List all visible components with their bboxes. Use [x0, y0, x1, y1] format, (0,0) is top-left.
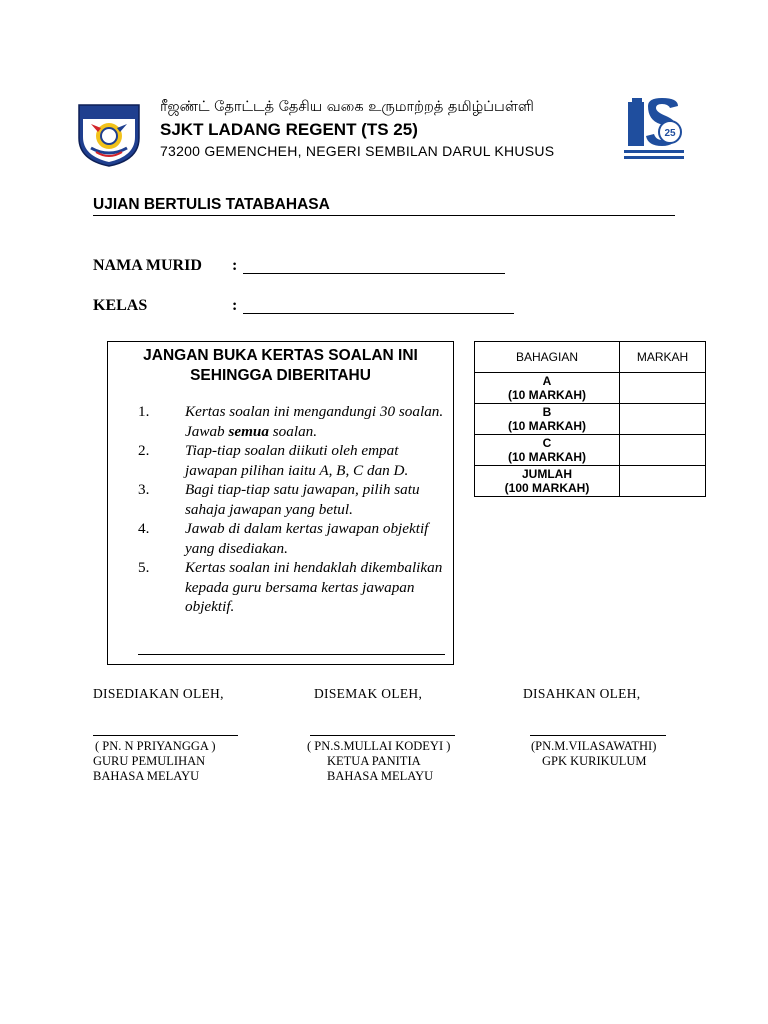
prepared-by-title: DISEDIAKAN OLEH, [93, 686, 224, 701]
part-cell [475, 373, 620, 404]
school-name-tamil: ரீஜண்ட் தோட்டத் தேசிய வகை உருமாற்றத் தமிழ்ப்பள்ளி [160, 99, 534, 115]
marks-table-header [475, 342, 706, 373]
instructions-heading: JANGAN BUKA KERTAS SOALAN INI SEHINGGA DIBERITAHU [143, 347, 418, 384]
school-name: SJKT LADANG REGENT (TS 25) [160, 120, 418, 139]
checked-by-name: ( PN.S.MULLAI KODEYI ) [307, 739, 451, 753]
prepared-by-name: ( PN. N PRIYANGGA ) [95, 739, 216, 753]
part-max-marks: (10 MARKAH) [508, 419, 586, 433]
marks-table [474, 341, 706, 497]
ts25-logo [622, 96, 686, 162]
test-title: UJIAN BERTULIS TATABAHASA [93, 196, 330, 213]
total-label: JUMLAH [522, 467, 572, 481]
instructions-bottom-line [138, 654, 445, 655]
instruction-item [138, 558, 448, 617]
title-underline [93, 215, 675, 216]
column-header-marks: MARKAH [620, 342, 706, 373]
part-name: B [542, 405, 552, 419]
table-row [475, 404, 706, 435]
instruction-emphasis: semua [228, 422, 269, 440]
instruction-item [138, 441, 448, 480]
student-name-colon: : [232, 257, 238, 274]
instruction-number: 4. [138, 520, 150, 537]
class-colon: : [232, 297, 238, 314]
instruction-text-end: soalan. [268, 422, 318, 440]
prepared-by-subject: BAHASA MELAYU [93, 769, 200, 783]
part-max-marks: (10 MARKAH) [508, 450, 586, 464]
approved-by-signature-line [530, 735, 666, 736]
instruction-text: Kertas soalan ini mengandungi 30 soalan. Jawab [185, 403, 444, 440]
checked-by-title: DISEMAK OLEH, [314, 686, 423, 701]
part-max-marks: (10 MARKAH) [508, 388, 586, 402]
table-row [475, 435, 706, 466]
total-marks-cell[interactable] [620, 466, 706, 497]
prepared-by-role: GURU PEMULIHAN [93, 754, 206, 768]
column-header-part: BAHAGIAN [475, 342, 620, 373]
instructions-list [138, 402, 448, 617]
instruction-item [138, 519, 448, 558]
instruction-number: 2. [138, 442, 150, 459]
instruction-text: Kertas soalan ini hendaklah dikembalikan kepada guru bersama kertas jawapan objektif. [185, 559, 443, 615]
part-cell [475, 435, 620, 466]
instruction-item [138, 480, 448, 519]
table-row [475, 466, 706, 497]
marks-cell[interactable] [620, 404, 706, 435]
part-cell [475, 404, 620, 435]
instruction-text: Tiap-tiap soalan diikuti oleh empat jawapan pilihan iaitu A, B, C dan D. [185, 442, 409, 479]
part-name: A [542, 374, 552, 388]
school-address: 73200 GEMENCHEH, NEGERI SEMBILAN DARUL KHUSUS [160, 143, 555, 159]
prepared-by-signature-line [93, 735, 238, 736]
class-label: KELAS [93, 297, 148, 314]
instruction-text: Bagi tiap-tiap satu jawapan, pilih satu sahaja jawapan yang betul. [185, 481, 420, 518]
marks-cell[interactable] [620, 435, 706, 466]
approved-by-role: GPK KURIKULUM [542, 754, 647, 768]
table-row [475, 373, 706, 404]
ts25-logo-text: 25 [664, 128, 676, 139]
total-cell [475, 466, 620, 497]
approved-by-title: DISAHKAN OLEH, [523, 686, 641, 701]
checked-by-signature-line [310, 735, 455, 736]
checked-by-subject: BAHASA MELAYU [327, 769, 434, 783]
instruction-item [138, 402, 448, 441]
school-crest-logo [76, 102, 142, 168]
student-name-label: NAMA MURID [93, 257, 202, 274]
instruction-number: 5. [138, 559, 150, 576]
marks-cell[interactable] [620, 373, 706, 404]
checked-by-role: KETUA PANITIA [327, 754, 421, 768]
class-line[interactable] [243, 313, 514, 314]
instruction-number: 3. [138, 481, 150, 498]
instruction-number: 1. [138, 403, 150, 420]
student-name-line[interactable] [243, 273, 505, 274]
total-max-marks: (100 MARKAH) [504, 481, 590, 495]
instruction-text: Jawab di dalam kertas jawapan objektif yang disediakan. [185, 520, 429, 557]
part-name: C [542, 436, 552, 450]
approved-by-name: (PN.M.VILASAWATHI) [531, 739, 657, 753]
